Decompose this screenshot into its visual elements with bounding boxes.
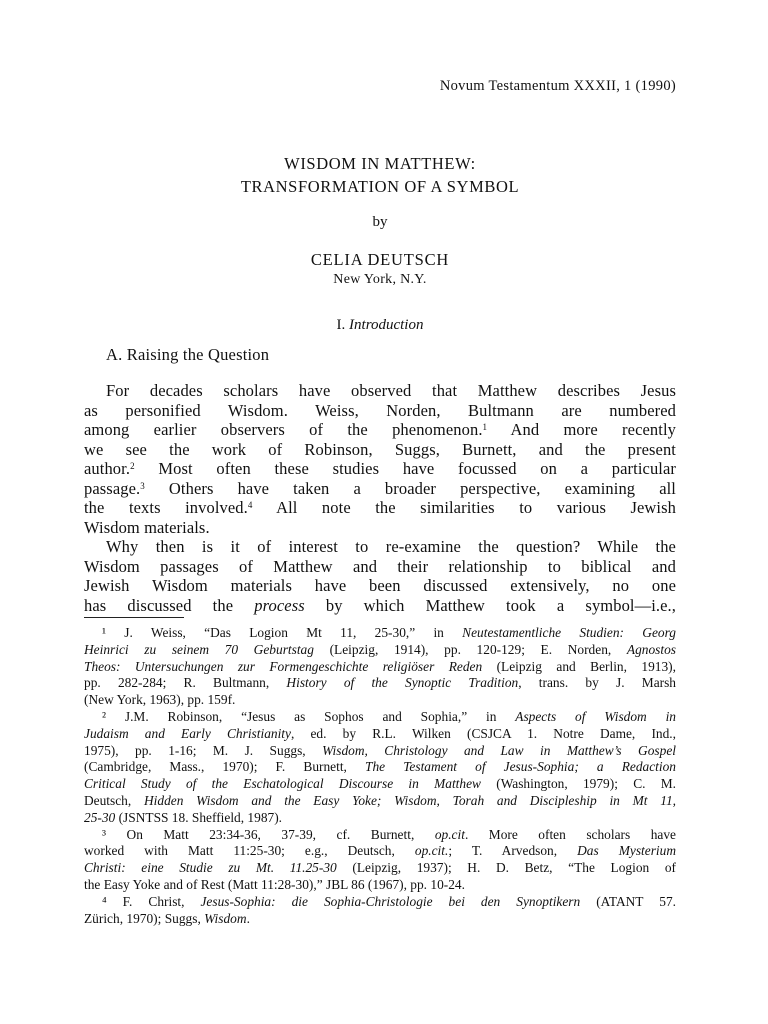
footnote-1-line: (New York, 1963), pp. 159f.: [84, 692, 236, 708]
footnote-3-line: the Easy Yoke and of Rest (Matt 11:28-30),” JBL 86 (1967), pp. 10-24.: [84, 876, 465, 892]
body-line: Why then is it of interest to re-examine the question? While the: [106, 537, 676, 556]
footnote-2-line: 1975), pp. 1-16; M. J. Suggs, Wisdom, Christology and Law in Matthew’s Gospel: [84, 742, 676, 758]
body-line: For decades scholars have observed that Matthew describes Jesus: [106, 381, 676, 400]
author-affiliation: New York, N.Y.: [333, 272, 427, 287]
footnote-2-line: Judaism and Early Christianity, ed. by R.L. Wilken (CSJCA 1. Notre Dame, Ind.,: [84, 725, 676, 741]
footnote-rule: [84, 617, 184, 618]
footnote-2-line: Critical Study of the Eschatological Discourse in Matthew (Washington, 1979); C. M.: [84, 776, 676, 792]
footnote-2-line: 25-30 (JSNTSS 18. Sheffield, 1987).: [84, 809, 283, 825]
footnote-4-line: Zürich, 1970); Suggs, Wisdom.: [84, 910, 250, 926]
section-heading: [84, 317, 676, 334]
footnotes: [84, 625, 676, 927]
body-line: we see the work of Robinson, Suggs, Burnett, and the present: [84, 439, 676, 459]
footnote-3-line: worked with Matt 11:25-30; e.g., Deutsch, op.cit.; T. Arvedson, Das Mysterium: [84, 843, 676, 859]
footnote-1-line: pp. 282-284; R. Bultmann, History of the Synoptic Tradition, trans. by J. Marsh: [84, 675, 676, 691]
footnote-2-line: Deutsch, Hidden Wisdom and the Easy Yoke; Wisdom, Torah and Discipleship in Mt 11,: [84, 792, 676, 808]
body-line: the texts involved.$^4$ All note the similarities to various Jewish: [84, 498, 676, 517]
footnote-3-line: ³ On Matt 23:34-36, 37-39, cf. Burnett, op.cit. More often scholars have: [102, 826, 676, 842]
body-line: author.$^2$ Most often these studies have focussed on a particular: [84, 459, 676, 478]
article-title-line-2: TRANSFORMATION OF A SYMBOL: [240, 177, 520, 196]
section-title: Introduction: [349, 317, 424, 333]
section-number: I.: [336, 317, 346, 333]
body-line: passage.$^3$ Others have taken a broader perspective, examining all: [84, 478, 676, 498]
article-title-line-1: WISDOM IN MATTHEW:: [284, 154, 476, 173]
journal-citation: Novum Testamentum XXXII, 1 (1990): [439, 78, 676, 94]
footnote-2-line: ² J.M. Robinson, “Jesus as Sophos and Sophia,” in Aspects of Wisdom in: [102, 708, 676, 724]
author-name: CELIA DEUTSCH: [310, 250, 450, 269]
footnote-1-line: Heinrici zu seinem 70 Geburtstag (Leipzig, 1914), pp. 120-129; E. Norden, Agnostos: [84, 641, 676, 657]
body-line: Wisdom passages of Matthew and their relationship to biblical and: [84, 556, 676, 576]
byline-by: by: [372, 214, 388, 230]
body-line: Wisdom materials.: [84, 517, 210, 537]
footnote-1-line: Theos: Untersuchungen zur Formengeschichte religiöser Reden (Leipzig and Berlin, 1913),: [84, 658, 676, 674]
subsection-heading: A. Raising the Question: [106, 345, 270, 364]
footnote-1-line: ¹ J. Weiss, “Das Logion Mt 11, 25-30,” in Neutestamentliche Studien: Georg: [102, 625, 676, 640]
footnote-4-line: ⁴ F. Christ, Jesus-Sophia: die Sophia-Christologie bei den Synoptikern (ATANT 57.: [102, 893, 676, 909]
footnote-2-line: (Cambridge, Mass., 1970); F. Burnett, The Testament of Jesus-Sophia; a Redaction: [84, 759, 676, 775]
body-line: as personified Wisdom. Weiss, Norden, Bultmann are numbered: [84, 400, 676, 420]
body-line: has discussed the process by which Matthew took a symbol—i.e.,: [84, 595, 676, 615]
body-paragraph-2: [84, 537, 676, 615]
body-paragraph-1: [84, 381, 676, 537]
page: [84, 0, 676, 1024]
footnote-3-line: Christi: eine Studie zu Mt. 11.25-30 (Leipzig, 1937); H. D. Betz, “The Logion of: [84, 860, 676, 876]
body-line: among earlier observers of the phenomenon.$^1$ And more recently: [84, 420, 676, 439]
body-line: Jewish Wisdom materials have been discussed extensively, no one: [84, 576, 676, 595]
